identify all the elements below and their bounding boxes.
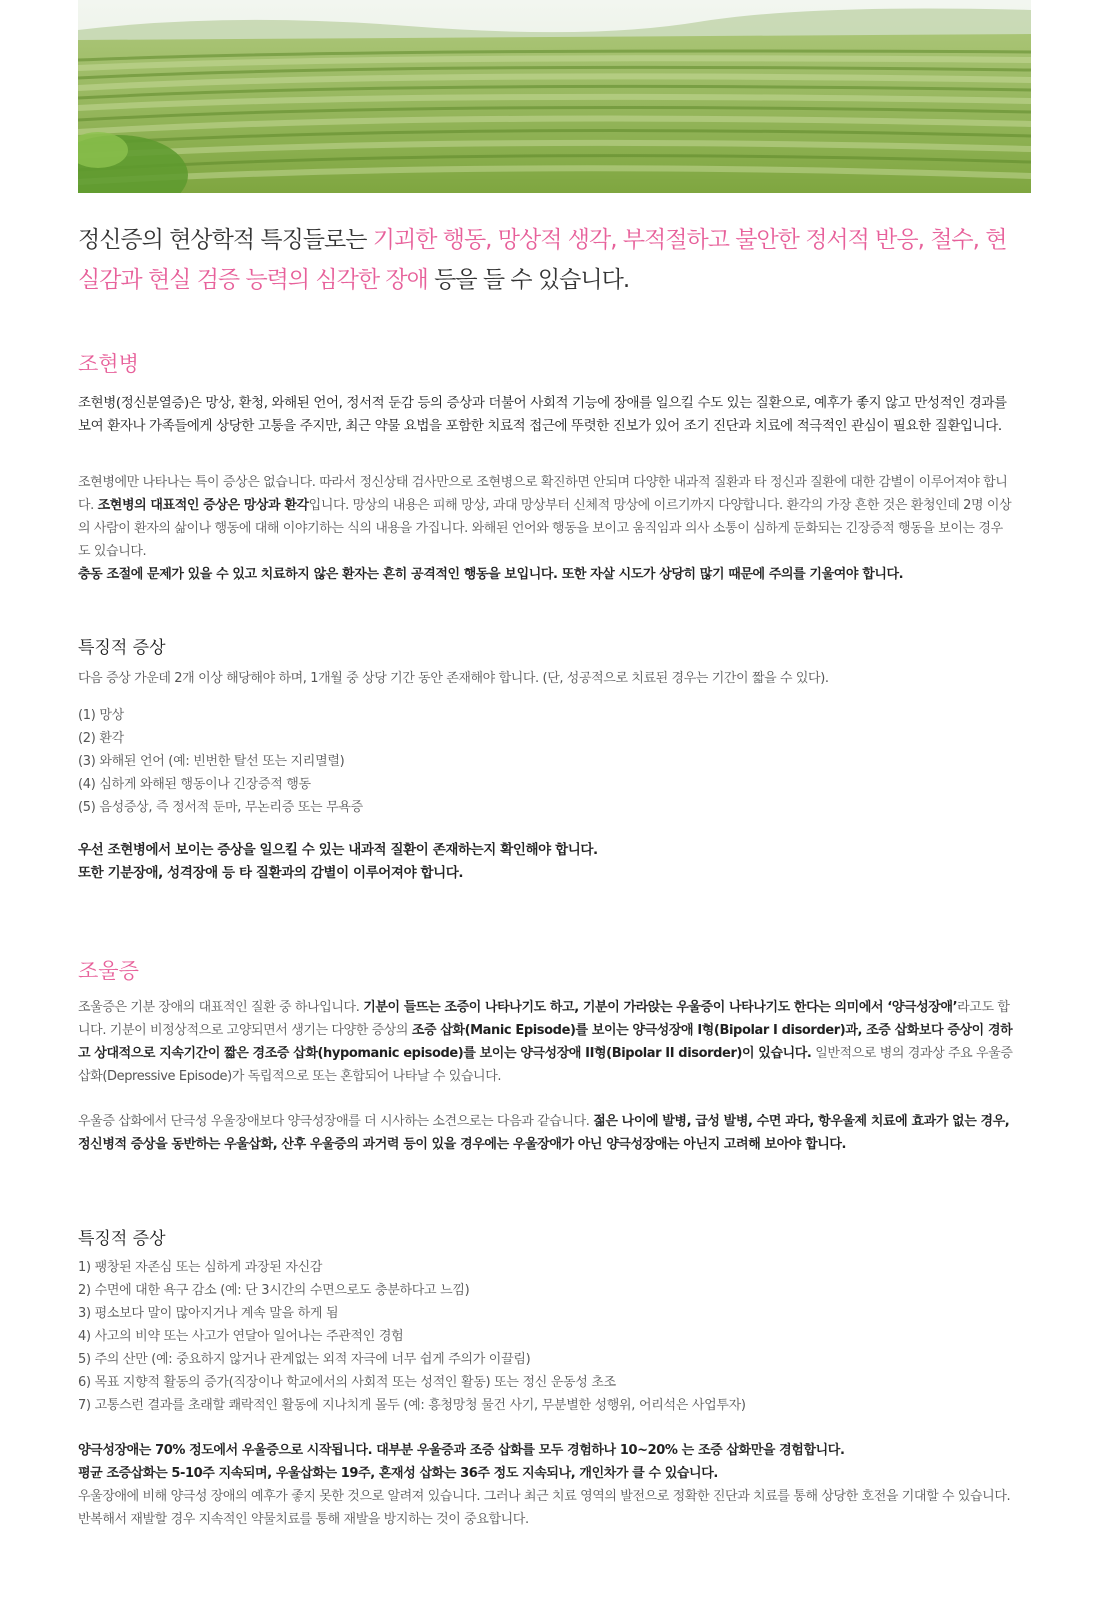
list-item: (5) 음성증상, 즉 정서적 둔마, 무논리증 또는 무욕증 [78, 800, 363, 815]
list-item: 7) 고통스런 결과를 초래할 쾌락적인 활동에 지나치게 몰두 (예: 흥청망청 물건 사기, 무분별한 성행위, 어리석은 사업투자) [78, 1398, 746, 1413]
list-item: (3) 와해된 언어 (예: 빈번한 탈선 또는 지리멸렬) [78, 754, 345, 769]
overview-emphasis-types: 조증 삽화(Manic Episode)를 보이는 양극성장애 I형(Bipolar I disorder)과, 조증 삽화보다 증상이 경하고 상대적으로 지속기간이 짧은 경조증 삽화(hypomanic episode)를 보이는 양극성장애 II형(Bipolar II disorder)이 있습니다. [78, 1023, 1013, 1061]
overview-emphasis: 기분이 들뜨는 조증이 나타나기도 하고, 기분이 가라앉는 우울증이 나타나기도 한다는 의미에서 ‘양극성장애’ [363, 1000, 958, 1015]
overview-text-end: 일반적으로 병의 경과상 주요 우울증 삽화(Depressive Episode)가 독립적으로 또는 혼합되어 나타날 수 있습니다. [78, 1046, 1013, 1084]
list-item: 4) 사고의 비약 또는 사고가 연달아 일어나는 주관적인 경험 [78, 1329, 404, 1344]
section-title-schizophrenia: 조현병 [78, 352, 139, 376]
detail-warning: 충동 조절에 문제가 있을 수 있고 치료하지 않은 환자는 흔히 공격적인 행동을 보입니다. 또한 자살 시도가 상당히 많기 때문에 주의를 기울여야 합니다. [78, 567, 904, 582]
overview-text: 조울증은 기분 장애의 대표적인 질환 중 하나입니다. [78, 1000, 364, 1015]
overview-text-cont: 라고도 합니다. 기분이 비정상적으로 고양되면서 생기는 다양한 증상의 [78, 1000, 1010, 1038]
main-content [78, 220, 1018, 1527]
hero-image-tea-field [78, 0, 1031, 193]
bipolar-symptom-list [78, 1256, 746, 1417]
bipolar-course-note [78, 1439, 1013, 1531]
note-line: 또한 기분장애, 성격장애 등 타 질환과의 감별이 이루어져야 합니다. [78, 865, 464, 881]
prognosis-text: 우울장애에 비해 양극성 장애의 예후가 좋지 못한 것으로 알려져 있습니다. 그러나 최근 치료 영역의 발전으로 정확한 진단과 치료를 통해 상당한 호전을 기대할 수 있습니다. 반복해서 재발할 경우 지속적인 약물치료를 통해 재발을 방지하는 것이 중요합니다. [78, 1489, 1011, 1527]
subsection-title-bipolar-symptoms: 특징적 증상 [78, 1229, 166, 1249]
detail-text: 조현병에만 나타나는 특이 증상은 없습니다. 따라서 정신상태 검사만으로 조현병으로 확진하면 안되며 다양한 내과적 질환과 타 정신과 질환에 대한 감별이 이루어져야 합니다. [78, 475, 1008, 513]
list-item: 6) 목표 지향적 활동의 증가(직장이나 학교에서의 사회적 또는 성적인 활동) 또는 정신 운동성 초조 [78, 1375, 616, 1390]
list-item: (1) 망상 [78, 708, 124, 723]
subsection-title-symptoms: 특징적 증상 [78, 638, 166, 658]
bipolar-differential [78, 1110, 1013, 1156]
schizophrenia-symptom-list [78, 704, 363, 819]
differential-text: 우울증 삽화에서 단극성 우울장애보다 양극성장애를 더 시사하는 소견으로는 다음과 같습니다. [78, 1114, 594, 1129]
intro-paragraph [78, 220, 1018, 300]
symptoms-criteria: 다음 증상 가운데 2개 이상 해당해야 하며, 1개월 중 상당 기간 동안 존재해야 합니다. (단, 성공적으로 치료된 경우는 기간이 짧을 수 있다). [78, 671, 829, 686]
bipolar-overview [78, 996, 1013, 1088]
list-item: 5) 주의 산만 (예: 중요하지 않거나 관계없는 외적 자극에 너무 쉽게 주의가 이끌림) [78, 1352, 531, 1367]
schizophrenia-note [78, 839, 1013, 885]
intro-text: 정신증의 현상학적 특징들로는 [78, 227, 373, 253]
intro-highlight: 기괴한 행동, 망상적 생각, 부적절하고 불안한 정서적 반응, 철수, 현실감과 현실 검증 능력의 심각한 장애 [78, 227, 1007, 293]
section-title-bipolar: 조울증 [78, 959, 139, 983]
note-line: 우선 조현병에서 보이는 증상을 일으킬 수 있는 내과적 질환이 존재하는지 확인해야 합니다. [78, 842, 598, 858]
list-item: (4) 심하게 와해된 행동이나 긴장증적 행동 [78, 777, 311, 792]
tea-field-illustration [78, 0, 1031, 193]
list-item: 1) 팽창된 자존심 또는 심하게 과장된 자신감 [78, 1260, 323, 1275]
list-item: 3) 평소보다 말이 많아지거나 계속 말을 하게 됨 [78, 1306, 339, 1321]
detail-text-cont: 입니다. 망상의 내용은 피해 망상, 과대 망상부터 신체적 망상에 이르기까지 다양합니다. 환각의 가장 흔한 것은 환청인데 2명 이상의 사람이 환자의 삶이나 행동에 대해 이야기하는 식의 내용을 가집니다. 와해된 언어와 행동을 보이고 움직임과 의사 소통이 심하게 둔화되는 긴장증적 행동을 보이는 경우도 있습니다. [78, 498, 1012, 559]
differential-emphasis: 젊은 나이에 발병, 급성 발병, 수면 과다, 항우울제 치료에 효과가 없는 경우, 정신병적 증상을 동반하는 우울삽화, 산후 우울증의 과거력 등이 있을 경우에는 우울장애가 아닌 양극성장애는 아닌지 고려해 보아야 합니다. [78, 1114, 1010, 1152]
list-item: 2) 수면에 대한 욕구 감소 (예: 단 3시간의 수면으로도 충분하다고 느낌) [78, 1283, 470, 1298]
detail-emphasis: 조현병의 대표적인 증상은 망상과 환각 [97, 498, 309, 513]
course-line: 양극성장애는 70% 정도에서 우울증으로 시작됩니다. 대부분 우울증과 조증 삽화를 모두 경험하나 10~20% 는 조증 삽화만을 경험합니다. [78, 1443, 845, 1458]
schizophrenia-detail [78, 471, 1013, 586]
schizophrenia-overview: 조현병(정신분열증)은 망상, 환청, 와해된 언어, 정서적 둔감 등의 증상과 더불어 사회적 기능에 장애를 일으킬 수도 있는 질환으로, 예후가 좋지 않고 만성적인 경과를 보여 환자나 가족들에게 상당한 고통을 주지만, 최근 약물 요법을 포함한 치료적 접근에 뚜렷한 진보가 있어 조기 진단과 치료에 적극적인 관심이 필요한 질환입니다. [78, 395, 1007, 434]
intro-text-end: 등을 들 수 있습니다. [427, 267, 630, 293]
course-line: 평균 조증삽화는 5-10주 지속되며, 우울삽화는 19주, 혼재성 삽화는 36주 정도 지속되나, 개인차가 클 수 있습니다. [78, 1466, 718, 1481]
list-item: (2) 환각 [78, 731, 124, 746]
